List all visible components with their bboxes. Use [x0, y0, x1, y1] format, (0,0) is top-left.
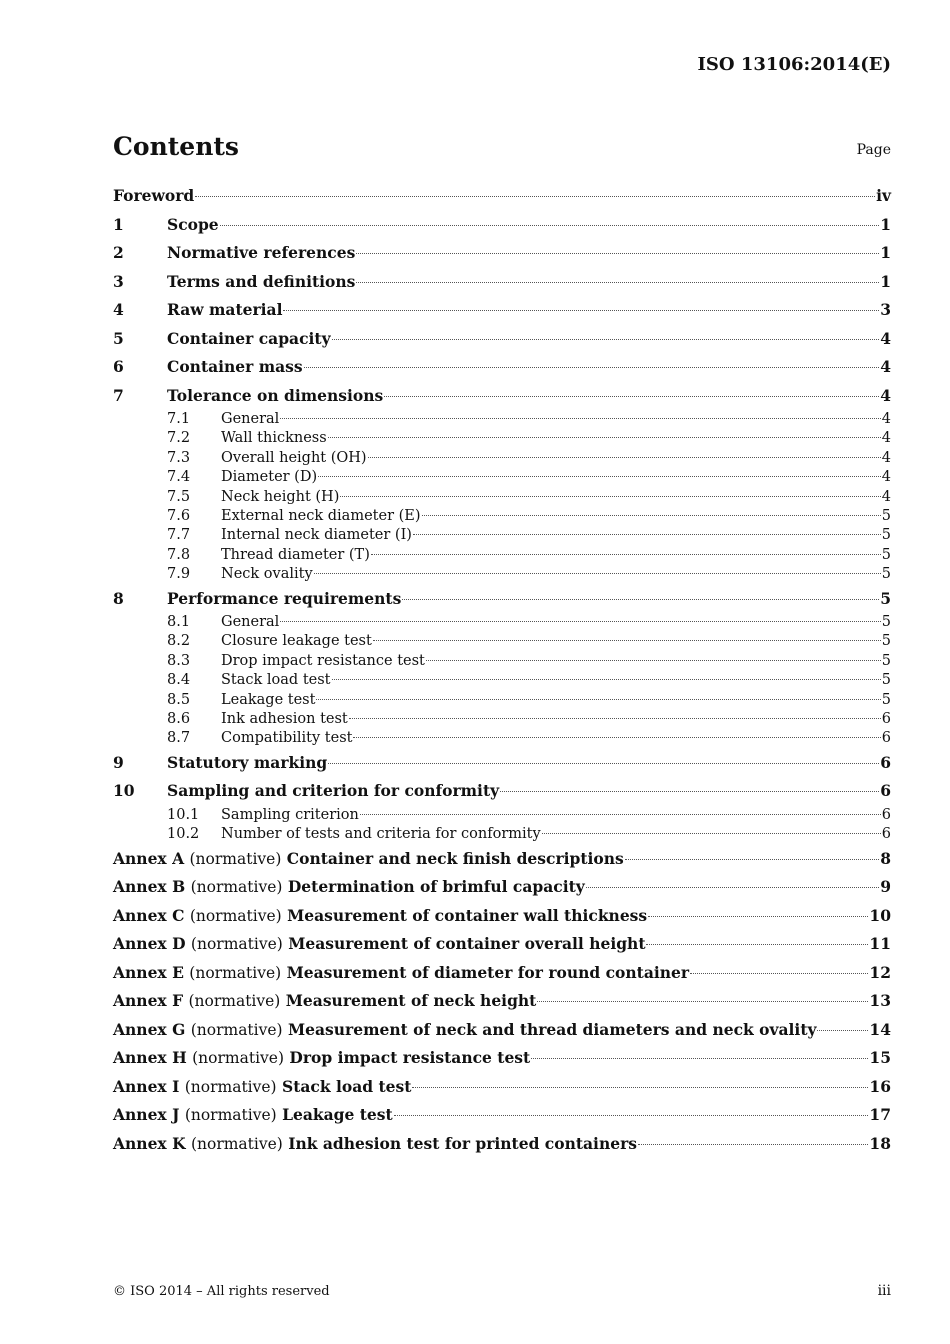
toc-entry-number: 7.5	[167, 488, 191, 505]
toc-entry-title: Thread diameter (T)	[221, 546, 370, 563]
annex-title: Measurement of container wall thickness	[287, 905, 648, 925]
toc-entry-subclause-7.7[interactable]	[113, 526, 891, 545]
toc-entry-title: Overall height (OH)	[221, 449, 367, 466]
toc-entry-page: 6	[881, 730, 891, 747]
toc-entry-title: Compatibility test	[221, 730, 353, 747]
annex-kind: (normative)	[189, 906, 282, 925]
toc-entry-page: 17	[869, 1105, 891, 1125]
toc-entry-subclause-8.5[interactable]	[113, 691, 891, 710]
toc-entry-title: Ink adhesion test	[221, 710, 348, 727]
toc-entry-title: Raw material	[167, 300, 283, 319]
dot-leader	[328, 437, 881, 438]
toc-entry-annex-k[interactable]	[113, 1130, 891, 1159]
annex-label: Annex J	[113, 1105, 180, 1125]
toc-entry-title: Statutory marking	[167, 752, 328, 772]
toc-entry-number: 7.8	[167, 546, 191, 563]
toc-entry-title: Foreword	[113, 186, 195, 205]
toc-entry-number: 4	[113, 300, 124, 319]
toc-entry-page: 5	[881, 672, 891, 689]
toc-entry-clause-10[interactable]	[113, 777, 891, 806]
toc-entry-page: 18	[869, 1133, 891, 1153]
footer-copyright: © ISO 2014 – All rights reserved	[113, 1284, 330, 1299]
toc-entry-page: 4	[881, 488, 891, 505]
toc-entry-subclause-7.3[interactable]	[113, 449, 891, 468]
toc-entry-title: Closure leakage test	[221, 633, 372, 650]
dot-leader	[413, 534, 881, 535]
contents-title: Contents	[113, 132, 240, 161]
toc-entry-page: 9	[880, 877, 891, 897]
toc-entry-number: 7.6	[167, 507, 191, 524]
toc-entry-title	[113, 1130, 637, 1159]
toc-entry-clause-5[interactable]	[113, 325, 891, 354]
toc-entry-number: 6	[113, 357, 124, 376]
toc-entry-clause-3[interactable]	[113, 268, 891, 297]
dot-leader	[426, 660, 881, 661]
toc-entry-page: 16	[869, 1076, 891, 1096]
toc-entry-number: 3	[113, 271, 124, 291]
toc-entry-clause-6[interactable]	[113, 353, 891, 382]
toc-entry-page: 10	[869, 905, 891, 925]
annex-label: Annex B	[113, 877, 186, 897]
dot-leader	[384, 396, 879, 397]
dot-leader	[318, 476, 881, 477]
dot-leader	[328, 763, 879, 764]
toc-entry-title: Scope	[167, 214, 219, 234]
toc-entry-title: Container mass	[167, 357, 303, 376]
dot-leader	[353, 737, 880, 738]
toc-entry-subclause-7.5[interactable]	[113, 488, 891, 507]
toc-entry-number: 10.1	[167, 806, 200, 823]
annex-kind: (normative)	[184, 1106, 277, 1125]
toc-entry-page: 5	[881, 614, 891, 631]
toc-entry-title	[113, 873, 585, 902]
toc-entry-page: 8	[880, 848, 891, 868]
toc-entry-clause-8[interactable]	[113, 585, 891, 614]
toc-entry-title: Stack load test	[221, 672, 331, 689]
annex-title: Drop impact resistance test	[289, 1048, 531, 1068]
dot-leader	[356, 253, 879, 254]
toc-entry-title	[113, 1101, 393, 1130]
annex-title: Determination of brimful capacity	[287, 877, 585, 897]
toc-entry-annex-d[interactable]	[113, 930, 891, 959]
toc-entry-annex-f[interactable]	[113, 987, 891, 1016]
toc-entry-subclause-8.7[interactable]	[113, 729, 891, 748]
toc-entry-page: 5	[881, 652, 891, 669]
dot-leader	[368, 457, 881, 458]
toc-entry-number: 8.5	[167, 691, 191, 708]
toc-entry-title: Sampling and criterion for conformity	[167, 781, 500, 801]
toc-entry-number: 8.7	[167, 730, 191, 747]
toc-entry-page: 5	[881, 527, 891, 544]
toc-entry-clause-9[interactable]	[113, 749, 891, 778]
annex-title: Measurement of neck height	[285, 991, 537, 1011]
toc-entry-page: 4	[880, 328, 891, 348]
annex-kind: (normative)	[190, 1020, 283, 1039]
dot-leader	[220, 225, 880, 226]
annex-kind: (normative)	[189, 849, 282, 868]
dot-leader	[332, 339, 880, 340]
annex-kind: (normative)	[190, 935, 283, 954]
toc-entry-title: Neck ovality	[221, 566, 313, 583]
toc-entry-title: Terms and definitions	[167, 271, 356, 291]
dot-leader	[349, 718, 881, 719]
dot-leader	[531, 1058, 868, 1059]
toc-entry-number: 8.2	[167, 633, 191, 650]
dot-leader	[304, 367, 880, 368]
toc-entry-page: 6	[881, 710, 891, 727]
dot-leader	[586, 887, 879, 888]
annex-title: Container and neck finish descriptions	[286, 848, 624, 868]
toc-entry-number: 7.7	[167, 527, 191, 544]
dot-leader	[316, 699, 880, 700]
table-of-contents	[113, 182, 891, 1158]
toc-entry-page: 1	[880, 214, 891, 234]
toc-entry-annex-i[interactable]	[113, 1073, 891, 1102]
toc-entry-number: 2	[113, 243, 124, 262]
toc-entry-subclause-8.4[interactable]	[113, 671, 891, 690]
toc-entry-page: 4	[881, 449, 891, 466]
annex-kind: (normative)	[190, 878, 283, 897]
toc-entry-clause-4[interactable]	[113, 296, 891, 325]
toc-entry-number: 7	[113, 385, 124, 405]
toc-entry-title: Performance requirements	[167, 588, 402, 608]
toc-entry-subclause-7.8[interactable]	[113, 546, 891, 565]
toc-entry-title: Drop impact resistance test	[221, 652, 425, 669]
annex-title: Measurement of diameter for round container	[286, 962, 690, 982]
toc-entry-page: 1	[880, 243, 891, 262]
toc-entry-page: 14	[869, 1019, 891, 1039]
toc-entry-title: Internal neck diameter (I)	[221, 527, 412, 544]
toc-entry-annex-j[interactable]	[113, 1101, 891, 1130]
toc-entry-number: 7.4	[167, 469, 191, 486]
toc-entry-number: 10	[113, 781, 135, 801]
toc-entry-title: Tolerance on dimensions	[167, 385, 384, 405]
toc-entry-title: Neck height (H)	[221, 488, 340, 505]
toc-entry-number: 8.6	[167, 710, 191, 727]
toc-entry-number: 8.1	[167, 614, 191, 631]
annex-label: Annex F	[113, 991, 184, 1011]
toc-entry-clause-1[interactable]	[113, 211, 891, 240]
toc-entry-subclause-7.1[interactable]	[113, 410, 891, 429]
annex-label: Annex I	[113, 1076, 180, 1096]
annex-label: Annex A	[113, 848, 185, 868]
toc-entry-page: 6	[881, 826, 891, 843]
annex-label: Annex D	[113, 934, 186, 954]
toc-entry-title: Container capacity	[167, 328, 331, 348]
dot-leader	[195, 196, 875, 197]
toc-entry-subclause-8.2[interactable]	[113, 632, 891, 651]
annex-title: Measurement of container overall height	[288, 934, 646, 954]
toc-entry-number: 10.2	[167, 826, 200, 843]
toc-entry-subclause-7.9[interactable]	[113, 565, 891, 584]
dot-leader	[283, 310, 879, 311]
annex-label: Annex E	[113, 962, 184, 982]
annex-label: Annex H	[113, 1048, 187, 1068]
toc-entry-number: 9	[113, 752, 124, 772]
annex-kind: (normative)	[189, 963, 282, 982]
toc-entry-title	[113, 902, 647, 931]
toc-entry-number: 8.4	[167, 672, 191, 689]
annex-kind: (normative)	[190, 1134, 283, 1153]
toc-entry-page: iv	[876, 186, 891, 205]
toc-entry-title	[113, 987, 536, 1016]
dot-leader	[690, 973, 868, 974]
dot-leader	[356, 282, 879, 283]
toc-entry-page: 13	[869, 991, 891, 1011]
toc-entry-page: 5	[881, 691, 891, 708]
toc-entry-subclause-7.4[interactable]	[113, 468, 891, 487]
toc-entry-page: 4	[880, 385, 891, 405]
toc-entry-annex-c[interactable]	[113, 902, 891, 931]
toc-entry-page: 12	[869, 962, 891, 982]
toc-entry-title: External neck diameter (E)	[221, 507, 421, 524]
toc-entry-clause-2[interactable]	[113, 239, 891, 268]
toc-entry-title	[113, 1073, 411, 1102]
toc-entry-page: 5	[880, 588, 891, 608]
toc-entry-title: General	[221, 614, 280, 631]
toc-entry-subclause-8.3[interactable]	[113, 652, 891, 671]
toc-entry-number: 7.2	[167, 430, 191, 447]
toc-entry-page: 6	[881, 806, 891, 823]
doc-id: ISO 13106:2014(E)	[697, 54, 891, 75]
annex-title: Ink adhesion test for printed containers	[288, 1133, 637, 1153]
dot-leader	[422, 515, 881, 516]
toc-entry-foreword[interactable]	[113, 182, 891, 211]
toc-entry-page: 15	[869, 1048, 891, 1068]
toc-entry-page: 6	[880, 781, 891, 801]
dot-leader	[542, 833, 881, 834]
toc-entry-title: Sampling criterion	[221, 806, 359, 823]
dot-leader	[625, 859, 879, 860]
toc-entry-title: Diameter (D)	[221, 469, 318, 486]
toc-entry-subclause-10.2[interactable]	[113, 825, 891, 844]
toc-entry-number: 1	[113, 214, 124, 234]
toc-entry-title: Number of tests and criteria for conformity	[221, 826, 541, 843]
toc-entry-number: 5	[113, 328, 124, 348]
dot-leader	[373, 640, 881, 641]
annex-kind: (normative)	[192, 1049, 284, 1068]
toc-entry-page: 5	[881, 507, 891, 524]
toc-entry-subclause-8.6[interactable]	[113, 710, 891, 729]
annex-label: Annex G	[113, 1019, 186, 1039]
dot-leader	[332, 679, 881, 680]
toc-entry-page: 11	[869, 934, 891, 954]
toc-entry-title: Normative references	[167, 243, 356, 262]
page-column-label: Page	[856, 142, 891, 158]
annex-title: Measurement of neck and thread diameters and neck ovality	[288, 1019, 817, 1039]
toc-entry-subclause-7.6[interactable]	[113, 507, 891, 526]
toc-entry-annex-h[interactable]	[113, 1044, 891, 1073]
annex-label: Annex C	[113, 905, 185, 925]
toc-entry-annex-b[interactable]	[113, 873, 891, 902]
toc-entry-annex-g[interactable]	[113, 1016, 891, 1045]
toc-entry-title	[113, 959, 689, 988]
toc-entry-page: 5	[881, 566, 891, 583]
toc-entry-number: 7.9	[167, 566, 191, 583]
toc-entry-annex-a[interactable]	[113, 845, 891, 874]
dot-leader	[412, 1087, 868, 1088]
dot-leader	[402, 599, 879, 600]
annex-kind: (normative)	[184, 1077, 277, 1096]
toc-entry-subclause-10.1[interactable]	[113, 806, 891, 825]
dot-leader	[280, 621, 880, 622]
dot-leader	[371, 554, 881, 555]
toc-entry-page: 4	[881, 430, 891, 447]
annex-title: Stack load test	[282, 1076, 412, 1096]
toc-entry-number: 8	[113, 588, 124, 608]
toc-entry-subclause-8.1[interactable]	[113, 613, 891, 632]
toc-entry-title	[113, 1016, 816, 1045]
dot-leader	[500, 791, 879, 792]
annex-title: Leakage test	[282, 1105, 393, 1125]
footer-page-number: iii	[877, 1283, 891, 1299]
toc-entry-title: Wall thickness	[221, 430, 327, 447]
toc-entry-title: Leakage test	[221, 691, 316, 708]
dot-leader	[646, 944, 868, 945]
toc-entry-title: General	[221, 411, 280, 427]
toc-entry-number: 8.3	[167, 652, 191, 669]
toc-entry-page: 4	[880, 357, 891, 376]
toc-entry-title	[113, 1044, 530, 1073]
dot-leader	[360, 814, 881, 815]
toc-entry-clause-7[interactable]	[113, 382, 891, 411]
toc-entry-annex-e[interactable]	[113, 959, 891, 988]
dot-leader	[280, 418, 880, 419]
dot-leader	[638, 1144, 868, 1145]
toc-entry-page: 6	[880, 752, 891, 772]
dot-leader	[537, 1001, 868, 1002]
toc-entry-page: 4	[881, 469, 891, 486]
toc-entry-page: 5	[881, 546, 891, 563]
toc-entry-page: 4	[881, 411, 891, 427]
dot-leader	[648, 916, 868, 917]
toc-entry-page: 1	[880, 271, 891, 291]
toc-entry-subclause-7.2[interactable]	[113, 429, 891, 448]
dot-leader	[340, 496, 880, 497]
toc-entry-page: 5	[881, 633, 891, 650]
annex-kind: (normative)	[188, 992, 281, 1011]
dot-leader	[394, 1115, 869, 1116]
toc-entry-page: 3	[880, 300, 891, 319]
dot-leader	[314, 573, 881, 574]
toc-entry-title	[113, 845, 624, 874]
toc-entry-number: 7.1	[167, 411, 191, 427]
annex-label: Annex K	[113, 1133, 186, 1153]
dot-leader	[817, 1030, 868, 1031]
toc-entry-title	[113, 930, 645, 959]
toc-entry-number: 7.3	[167, 449, 191, 466]
